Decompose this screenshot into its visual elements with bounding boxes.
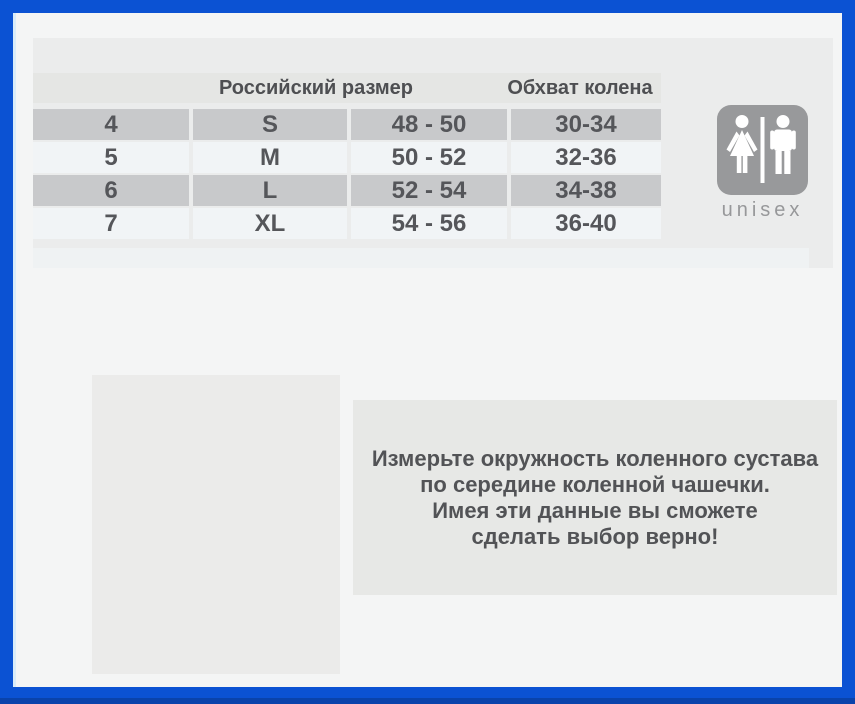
table-row	[33, 109, 661, 140]
table-row	[33, 142, 661, 173]
cell-russian-size-range: 54 - 56	[351, 208, 507, 239]
instruction-line: Имея эти данные вы сможете	[432, 497, 758, 523]
cell-russian-size-range: 48 - 50	[351, 109, 507, 140]
content-area	[13, 13, 842, 687]
cell-knee-girth: 34-38	[511, 175, 661, 206]
instruction-line: Измерьте окружность коленного сустава	[371, 445, 819, 471]
cell-intl-size: S	[193, 109, 347, 140]
unisex-label: unisex	[721, 199, 804, 221]
size-chart-panel-bottom-strip	[33, 248, 809, 268]
frame-bottom-edge	[0, 698, 855, 704]
instruction-line: по середине коленной чашечки.	[420, 471, 770, 497]
cell-size-number: 4	[33, 109, 189, 140]
measurement-instruction-panel	[353, 400, 837, 595]
column-header-russian-size: Российский размер	[218, 77, 414, 99]
cell-knee-girth: 36-40	[511, 208, 661, 239]
knee-illustration-card	[92, 375, 340, 674]
male-female-unisex-icon	[717, 105, 808, 195]
cell-intl-size: L	[193, 175, 347, 206]
cell-size-number: 5	[33, 142, 189, 173]
cell-size-number: 7	[33, 208, 189, 239]
cell-intl-size: M	[193, 142, 347, 173]
cell-knee-girth: 32-36	[511, 142, 661, 173]
instruction-line: сделать выбор верно!	[471, 523, 719, 549]
table-row	[33, 208, 661, 239]
cell-size-number: 6	[33, 175, 189, 206]
table-row	[33, 175, 661, 206]
column-header-knee-girth: Обхват колена	[507, 77, 653, 99]
cell-russian-size-range: 52 - 54	[351, 175, 507, 206]
cell-intl-size: XL	[193, 208, 347, 239]
cell-russian-size-range: 50 - 52	[351, 142, 507, 173]
cell-knee-girth: 30-34	[511, 109, 661, 140]
